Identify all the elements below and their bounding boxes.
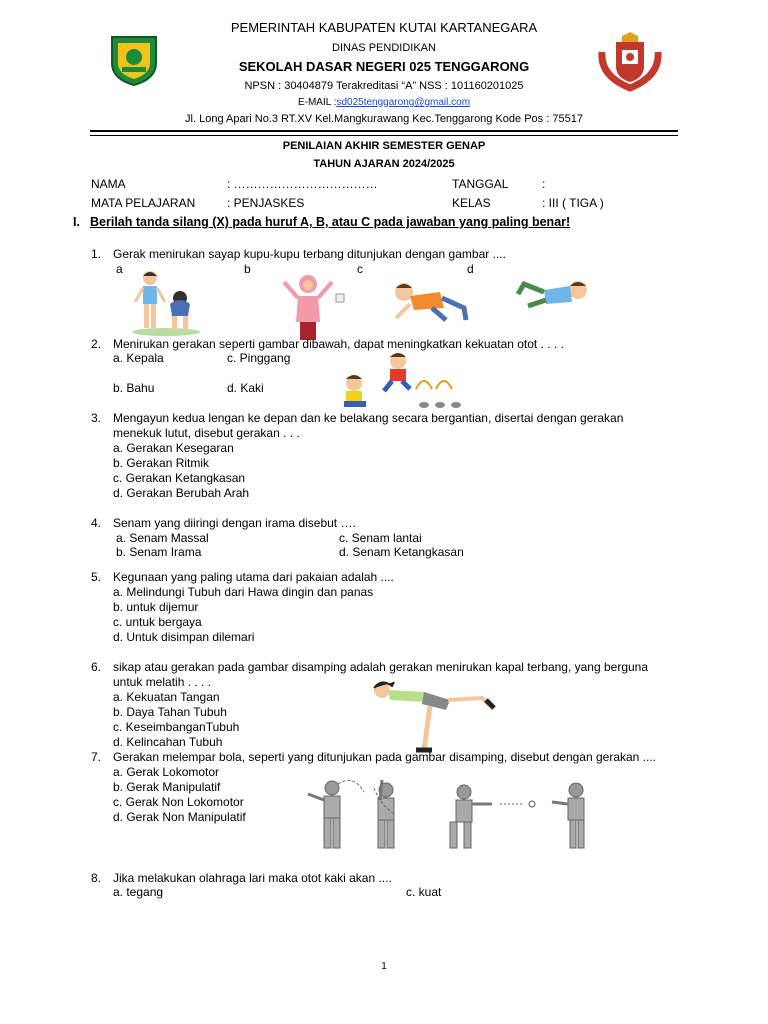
mapel-value: : PENJASKES xyxy=(227,196,305,210)
q1-picture-a xyxy=(126,268,208,336)
gov-name: PEMERINTAH KABUPATEN KUTAI KARTANEGARA xyxy=(230,20,538,35)
q1-picture-b xyxy=(272,272,350,344)
q2-option-c[interactable]: c. Pinggang xyxy=(227,351,291,365)
header-rule-thin xyxy=(90,135,678,136)
q7-text: Gerakan melempar bola, seperti yang ditunjukan pada gambar disamping, disebut dengan gerakan .... xyxy=(113,750,657,764)
q3-option-a[interactable]: a. Gerakan Kesegaran xyxy=(113,441,234,455)
email-line xyxy=(0,97,768,108)
exam-title: PENILAIAN AKHIR SEMESTER GENAP xyxy=(282,140,486,152)
header-rule-thick xyxy=(90,130,678,132)
q6-option-c[interactable]: c. KeseimbanganTubuh xyxy=(113,720,240,734)
q3-option-b[interactable]: b. Gerakan Ritmik xyxy=(113,456,210,470)
kelas-value: : III ( TIGA ) xyxy=(542,196,604,210)
q8-option-c[interactable]: c. kuat xyxy=(406,885,442,899)
q1-option-a[interactable]: a xyxy=(116,262,123,276)
q5-text: Kegunaan yang paling utama dari pakaian adalah .... xyxy=(113,570,394,584)
q6-option-b[interactable]: b. Daya Tahan Tubuh xyxy=(113,705,227,719)
q8-text: Jika melakukan olahraga lari maka otot kaki akan .... xyxy=(113,871,392,885)
email-link[interactable]: sd025tenggarong@gmail.com xyxy=(336,97,471,108)
nama-value[interactable]: : ……………………………… xyxy=(227,177,378,191)
q4-option-b[interactable]: b. Senam Irama xyxy=(116,545,202,559)
section-instruction: Berilah tanda silang (X) pada huruf A, B, atau C pada jawaban yang paling benar! xyxy=(90,215,571,229)
q4-number: 4. xyxy=(91,516,102,530)
q2-number: 2. xyxy=(91,337,102,351)
q5-option-c[interactable]: c. untuk bergaya xyxy=(113,615,202,629)
q4-option-c[interactable]: c. Senam lantai xyxy=(339,531,422,545)
q2-text: Menirukan gerakan seperti gambar dibawah, dapat meningkatkan kekuatan otot . . . . xyxy=(113,337,564,351)
q6-text-cont: untuk melatih . . . . xyxy=(113,675,212,689)
q2-option-d[interactable]: d. Kaki xyxy=(227,381,264,395)
q8-number: 8. xyxy=(91,871,102,885)
q1-text: Gerak menirukan sayap kupu-kupu terbang ditunjukan dengan gambar .... xyxy=(113,247,506,261)
q5-option-a[interactable]: a. Melindungi Tubuh dari Hawa dingin dan panas xyxy=(113,585,374,599)
q7-option-b[interactable]: b. Gerak Manipulatif xyxy=(113,780,221,794)
q8-option-a[interactable]: a. tegang xyxy=(113,885,164,899)
q6-option-d[interactable]: d. Kelincahan Tubuh xyxy=(113,735,223,749)
page-number: 1 xyxy=(381,961,387,972)
q3-option-c[interactable]: c. Gerakan Ketangkasan xyxy=(113,471,246,485)
q2-picture-jumping xyxy=(336,349,472,411)
q1-option-b[interactable]: b xyxy=(244,262,251,276)
q2-option-a[interactable]: a. Kepala xyxy=(113,351,164,365)
kelas-label: KELAS xyxy=(452,196,491,210)
q3-option-d[interactable]: d. Gerakan Berubah Arah xyxy=(113,486,250,500)
q7-picture-throwing-sequence xyxy=(304,774,590,854)
mapel-label: MATA PELAJARAN xyxy=(91,196,196,210)
tanggal-value[interactable]: : xyxy=(542,177,546,191)
dept-name: DINAS PENDIDIKAN xyxy=(332,42,436,54)
q1-picture-d xyxy=(514,276,592,316)
q4-option-d[interactable]: d. Senam Ketangkasan xyxy=(339,545,464,559)
school-name: SEKOLAH DASAR NEGERI 025 TENGGARONG xyxy=(238,59,530,74)
section-number: I. xyxy=(73,215,80,229)
q4-option-a[interactable]: a. Senam Massal xyxy=(116,531,209,545)
q2-option-b[interactable]: b. Bahu xyxy=(113,381,155,395)
email-label: E-MAIL : xyxy=(297,97,337,108)
q7-number: 7. xyxy=(91,750,102,764)
q1-number: 1. xyxy=(91,247,102,261)
q7-option-a[interactable]: a. Gerak Lokomotor xyxy=(113,765,220,779)
q6-number: 6. xyxy=(91,660,102,674)
q4-text: Senam yang diiringi dengan irama disebut …. xyxy=(113,516,356,530)
q6-option-a[interactable]: a. Kekuatan Tangan xyxy=(113,690,220,704)
q7-option-d[interactable]: d. Gerak Non Manipulatif xyxy=(113,810,246,824)
q7-option-c[interactable]: c. Gerak Non Lokomotor xyxy=(113,795,244,809)
q6-text: sikap atau gerakan pada gambar disamping adalah gerakan menirukan kapal terbang, yang berguna xyxy=(113,660,649,674)
q3-number: 3. xyxy=(91,411,102,425)
nama-label: NAMA xyxy=(91,177,126,191)
q5-number: 5. xyxy=(91,570,102,584)
q3-text-cont: menekuk lutut, disebut gerakan . . . xyxy=(113,426,300,440)
q1-picture-c xyxy=(388,278,470,326)
q6-picture-airplane-pose xyxy=(368,678,496,754)
exam-year: TAHUN AJARAN 2024/2025 xyxy=(313,158,455,170)
q5-option-d[interactable]: d. Untuk disimpan dilemari xyxy=(113,630,255,644)
address-line: Jl. Long Apari No.3 RT.XV Kel.Mangkurawang Kec.Tenggarong Kode Pos : 75517 xyxy=(185,113,583,125)
q3-text: Mengayun kedua lengan ke depan dan ke belakang secara bergantian, disertai dengan gerakan xyxy=(113,411,624,425)
q5-option-b[interactable]: b. untuk dijemur xyxy=(113,600,199,614)
q1-option-c[interactable]: c xyxy=(357,262,363,276)
tanggal-label: TANGGAL xyxy=(452,177,509,191)
npsn-line: NPSN : 30404879 Terakreditasi “A” NSS : 101160201025 xyxy=(244,80,524,92)
q1-option-d[interactable]: d xyxy=(467,262,474,276)
